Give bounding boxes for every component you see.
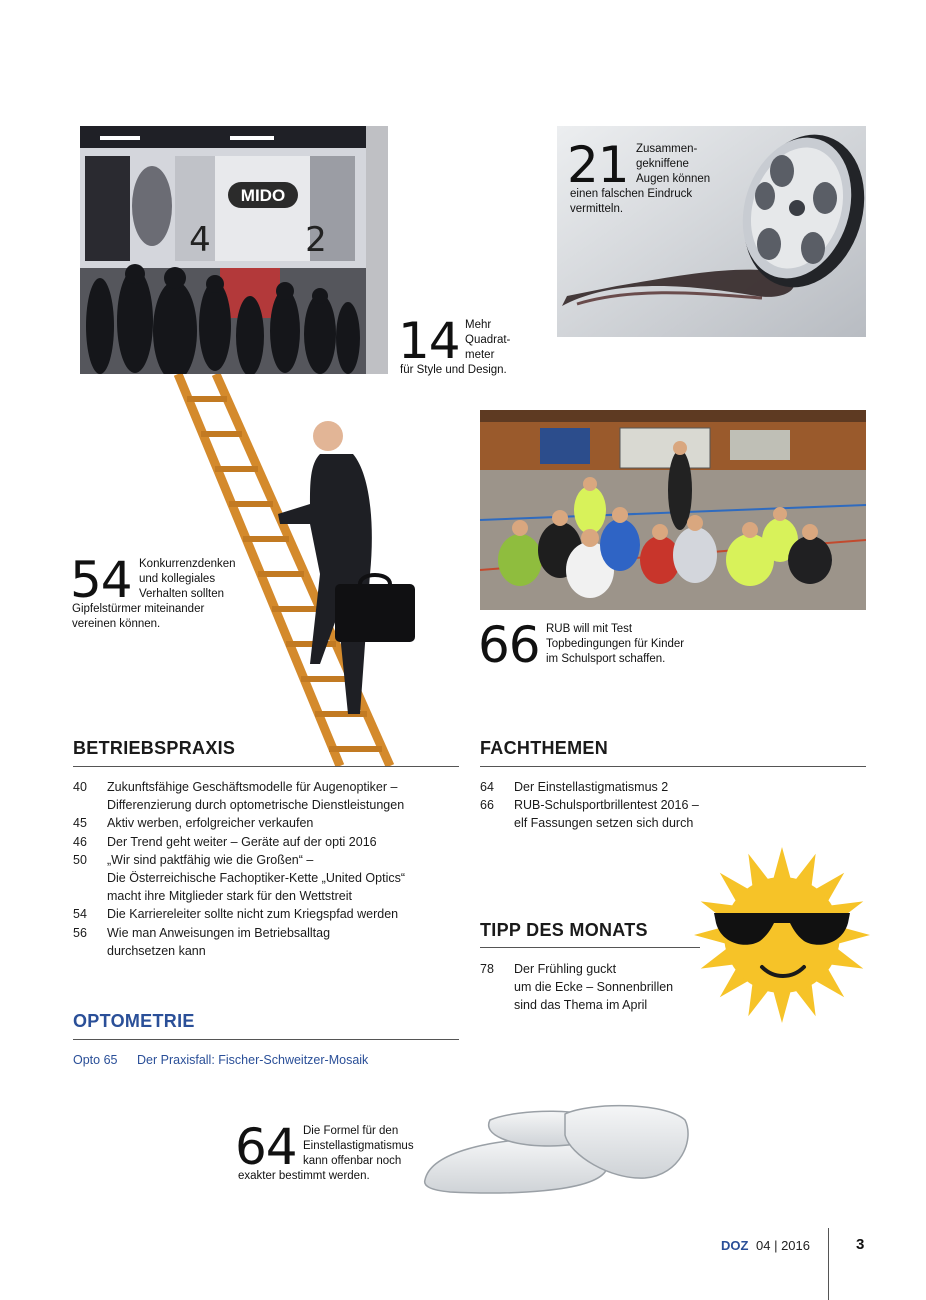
- feature-64-number: 64: [235, 1118, 297, 1176]
- toc-line: macht ihre Mitglieder stark für den Wettstreit: [107, 889, 352, 904]
- toc-entry-title: [514, 960, 673, 1015]
- toc-fachthemen: [480, 778, 866, 833]
- feature-21-line-5: vermitteln.: [570, 203, 624, 215]
- toc-entry-title: [107, 833, 377, 851]
- feature-54-number: 54: [70, 551, 132, 609]
- toc-entry-title: [514, 778, 668, 796]
- toc-line: sind das Thema im April: [514, 998, 648, 1013]
- toc-line: Aktiv werben, erfolgreicher verkaufen: [107, 816, 314, 831]
- toc-entry-title: [107, 814, 313, 832]
- toc-entry[interactable]: [73, 851, 473, 906]
- feature-14-caption: [465, 318, 510, 363]
- feature-64-line-2: Einstellastigmatismus: [303, 1140, 414, 1152]
- toc-entry-title: [107, 924, 330, 960]
- section-rule-optometrie: [73, 1039, 459, 1040]
- feature-21-number: 21: [567, 136, 629, 194]
- mido-logo-text: MIDO: [240, 186, 286, 205]
- toc-page-number: 64: [480, 780, 494, 794]
- sports-hall-illustration: [480, 410, 866, 610]
- feature-64-caption: [303, 1124, 414, 1169]
- page-number: 3: [856, 1236, 865, 1253]
- feature-64-caption-tail: exakter bestimmt werden.: [238, 1170, 370, 1182]
- mido-fair-photo: [80, 126, 388, 374]
- toc-line: Der Frühling guckt: [514, 962, 617, 976]
- footer-issue: 04 | 2016: [756, 1238, 810, 1253]
- toc-entry[interactable]: [480, 796, 866, 832]
- toc-line: Der Einstellastigmatismus 2: [514, 780, 669, 794]
- lenses-photo: [420, 1100, 692, 1200]
- toc-line: durchsetzen kann: [107, 943, 206, 958]
- toc-line: Der Trend geht weiter – Geräte auf der opti 2016: [107, 834, 377, 849]
- section-title-optometrie: OPTOMETRIE: [73, 1011, 195, 1031]
- toc-tipp: [480, 960, 720, 1015]
- mido-banner-number-left: 4: [189, 220, 211, 260]
- feature-14-line-1: Mehr: [465, 319, 492, 331]
- toc-line: Wie man Anweisungen im Betriebsalltag: [107, 925, 331, 940]
- feature-14-line-2: Quadrat-: [465, 334, 511, 346]
- feature-21-line-2: gekniffene: [636, 158, 689, 170]
- feature-66-caption: [546, 622, 684, 667]
- feature-21-caption-tail: [570, 187, 692, 217]
- toc-page-number: 46: [73, 834, 87, 849]
- toc-page-number: 40: [73, 780, 87, 794]
- feature-21-line-3: Augen können: [636, 173, 711, 185]
- toc-entry[interactable]: [480, 960, 720, 1015]
- feature-66-line-3: im Schulsport schaffen.: [546, 653, 666, 665]
- toc-entry-title: [107, 905, 398, 923]
- toc-entry[interactable]: [73, 778, 473, 814]
- feature-21-line-4: einen falschen Eindruck: [570, 188, 693, 200]
- toc-line: elf Fassungen setzen sich durch: [514, 816, 694, 831]
- feature-14-line-3: meter: [465, 349, 495, 361]
- feature-54-caption: [139, 557, 236, 602]
- toc-line: Differenzierung durch optometrische Dienstleistungen: [107, 798, 405, 813]
- toc-line: Zukunftsfähige Geschäftsmodelle für Augenoptiker –: [107, 780, 398, 794]
- section-title-tipp: TIPP DES MONATS: [480, 920, 648, 940]
- mido-fair-illustration: [80, 126, 388, 374]
- section-rule-fachthemen: [480, 766, 866, 767]
- feature-66-line-2: Topbedingungen für Kinder: [546, 638, 685, 650]
- feature-54-line-3: Verhalten sollten: [139, 588, 225, 600]
- toc-page-number: 45: [73, 816, 87, 831]
- toc-entry[interactable]: [73, 905, 473, 923]
- toc-line: um die Ecke – Sonnenbrillen: [514, 980, 674, 995]
- footer-brand: DOZ: [720, 1238, 749, 1253]
- feature-21-line-1: Zusammen-: [636, 143, 698, 155]
- section-rule-tipp: [480, 947, 700, 948]
- toc-line: RUB-Schulsportbrillentest 2016 –: [514, 798, 699, 813]
- toc-entry-title: [107, 778, 404, 814]
- section-title-betriebspraxis: BETRIEBSPRAXIS: [73, 738, 236, 758]
- toc-page-number: 78: [480, 962, 494, 976]
- footer-issue-info: [721, 1238, 810, 1253]
- school-sports-photo: [480, 410, 866, 610]
- mido-banner-number-right: 2: [305, 220, 327, 260]
- toc-entry-title: [514, 796, 699, 832]
- feature-54-line-1: Konkurrenzdenken: [139, 558, 236, 570]
- section-title-fachthemen: FACHTHEMEN: [480, 738, 608, 758]
- feature-66-number: 66: [478, 616, 540, 674]
- section-rule-betriebspraxis: [73, 766, 459, 767]
- feature-54-line-2: und kollegiales: [139, 573, 216, 585]
- toc-page-number: 54: [73, 907, 87, 922]
- toc-line: Der Praxisfall: Fischer-Schweitzer-Mosaik: [137, 1053, 369, 1067]
- footer-divider: [828, 1228, 829, 1300]
- toc-page-number: Opto 65: [73, 1053, 118, 1067]
- feature-14-number: 14: [398, 312, 460, 370]
- toc-entry[interactable]: [73, 924, 473, 960]
- toc-page-number: 56: [73, 925, 87, 940]
- feature-21-caption: [636, 142, 710, 187]
- toc-entry[interactable]: [73, 1051, 473, 1069]
- feature-64-line-3: kann offenbar noch: [303, 1155, 402, 1167]
- feature-14-caption-tail: für Style und Design.: [400, 364, 507, 376]
- toc-page-number: 66: [480, 798, 494, 813]
- toc-entry-title: [137, 1051, 368, 1069]
- toc-optometrie: [73, 1051, 473, 1069]
- lenses-illustration: [420, 1100, 692, 1200]
- feature-66-line-1: RUB will mit Test: [546, 623, 633, 635]
- toc-entry[interactable]: [73, 814, 473, 832]
- feature-64-line-1: Die Formel für den: [303, 1125, 399, 1137]
- toc-entry[interactable]: [480, 778, 866, 796]
- feature-54-line-5: vereinen können.: [72, 618, 161, 630]
- toc-line: Die Karriereleiter sollte nicht zum Kriegspfad werden: [107, 907, 399, 922]
- toc-betriebspraxis: [73, 778, 473, 960]
- toc-line: „Wir sind paktfähig wie die Großen“ –: [107, 852, 314, 867]
- feature-54-caption-tail: [72, 602, 204, 632]
- toc-line: Die Österreichische Fachoptiker-Kette „United Optics“: [107, 871, 406, 886]
- toc-entry[interactable]: [73, 833, 473, 851]
- toc-entry-title: [107, 851, 405, 906]
- toc-page-number: 50: [73, 852, 87, 867]
- feature-54-line-4: Gipfelstürmer miteinander: [72, 603, 205, 615]
